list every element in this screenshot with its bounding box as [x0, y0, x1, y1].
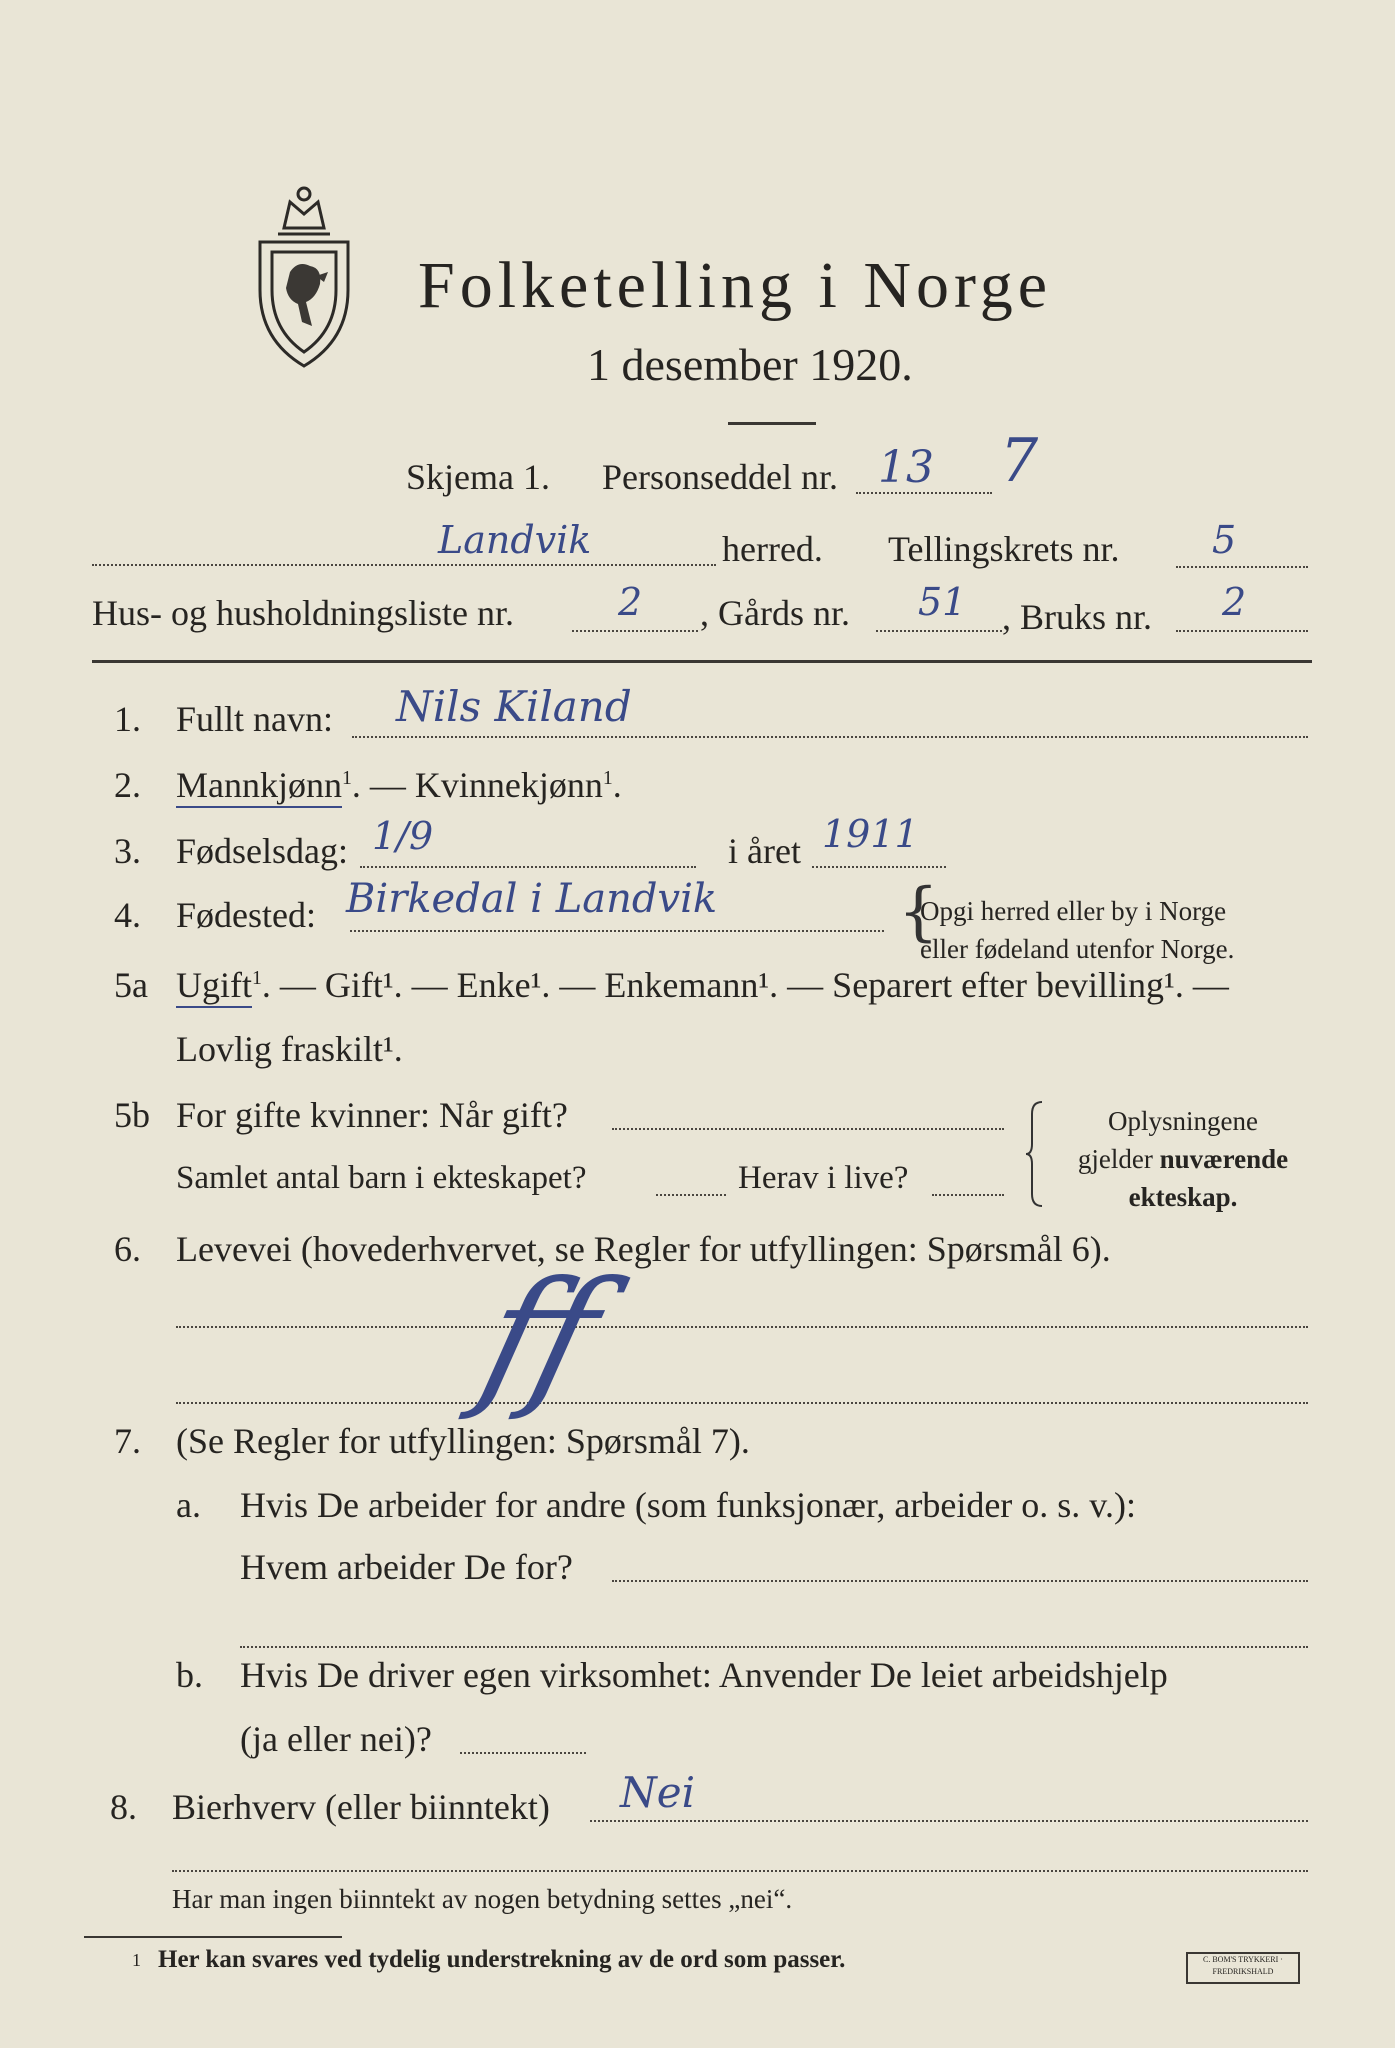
husliste-label: Hus- og husholdningsliste nr. — [92, 593, 515, 633]
husliste-value: 2 — [618, 580, 643, 624]
bruks-line — [1176, 630, 1308, 632]
birthplace-note-2: eller fødeland utenfor Norge. — [920, 934, 1235, 964]
marital-line2: Lovlig fraskilt¹. — [176, 1029, 403, 1069]
birthplace-line — [350, 930, 884, 932]
q5b-number: 5b — [114, 1095, 150, 1135]
birth-year-value: 1911 — [822, 812, 919, 856]
marriage-note — [1052, 1102, 1314, 1216]
sex-male: Mannkjønn — [176, 765, 342, 808]
q7a-text: Hvis De arbeider for andre (som funksjonær, arbeider o. s. v.): — [240, 1485, 1136, 1525]
q4-number: 4. — [114, 895, 141, 935]
marriage-note-3: ekteskap. — [1128, 1182, 1238, 1212]
when-married-line — [612, 1128, 1004, 1130]
coat-of-arms-icon — [250, 180, 358, 370]
q3-year-label: i året — [728, 831, 801, 871]
side-income-value: Nei — [620, 1768, 696, 1817]
birthplace-note — [920, 892, 1234, 968]
gards-line — [876, 630, 1002, 632]
birthday-value: 1/9 — [372, 814, 434, 858]
side-income-line — [590, 1820, 1308, 1822]
marriage-note-1: Oplysningene — [1108, 1106, 1258, 1136]
q7-label: (Se Regler for utfyllingen: Spørsmål 7). — [176, 1421, 750, 1461]
full-name-value: Nils Kiland — [396, 682, 632, 731]
herred-line — [92, 564, 716, 566]
employer-line-2 — [240, 1646, 1308, 1648]
birth-year-line — [812, 866, 946, 868]
herred-value: Landvik — [438, 518, 592, 562]
q5b-label-3: Herav i live? — [738, 1160, 909, 1196]
header-divider — [92, 660, 1312, 663]
q7b-text: Hvis De driver egen virksomhet: Anvender De leiet arbeidshjelp — [240, 1655, 1168, 1695]
q7b-label: (ja eller nei)? — [240, 1719, 432, 1759]
children-line — [656, 1194, 726, 1196]
tellingskrets-value: 5 — [1212, 518, 1237, 562]
marital-rest: . — Gift¹. — Enke¹. — Enkemann¹. — Separert efter bevilling¹. — — [261, 965, 1229, 1005]
gards-value: 51 — [918, 580, 967, 624]
footnote-text: Her kan svares ved tydelig understrekning av de ord som passer. — [158, 1946, 846, 1973]
q7-number: 7. — [114, 1421, 141, 1461]
gards-label: , Gårds nr. — [700, 593, 850, 633]
footnote-mark: 1 — [132, 1950, 141, 1970]
sex-separator: . — — [351, 765, 415, 805]
birthplace-value: Birkedal i Landvik — [346, 876, 718, 922]
hired-help-line — [460, 1752, 586, 1754]
side-income-line-2 — [172, 1870, 1308, 1872]
footnote-divider — [84, 1936, 342, 1938]
occupation-value: ff — [466, 1250, 616, 1424]
printer-stamp: C. BOM'S TRYKKERI · FREDRIKSHALD — [1186, 1952, 1300, 1984]
personseddel-value: 13 — [878, 442, 934, 493]
sex-end: . — [612, 765, 622, 805]
q5b-label-1: For gifte kvinner: Når gift? — [176, 1095, 568, 1135]
tellingskrets-label: Tellingskrets nr. — [888, 529, 1120, 569]
q5b-label-2: Samlet antal barn i ekteskapet? — [176, 1160, 587, 1196]
q1-line — [352, 736, 1308, 738]
marital-options: Ugift$^1$. — Gift¹. — Enke¹. — Enkemann¹. — Separert efter bevilling¹. — — [176, 964, 1229, 1006]
page-title: Folketelling i Norge — [418, 249, 1053, 322]
census-date: 1 desember 1920. — [587, 339, 913, 390]
q5a-number: 5a — [114, 965, 148, 1005]
bruks-label: , Bruks nr. — [1002, 597, 1153, 637]
q8-number: 8. — [110, 1787, 137, 1827]
q3-label: Fødselsdag: — [176, 831, 349, 871]
sex-options: Mannkjønn$^1$. — Kvinnekjønn$^1$. — [176, 764, 622, 806]
q4-label: Fødested: — [176, 895, 316, 935]
side-income-note: Har man ingen biinntekt av nogen betydning settes „nei“. — [172, 1884, 793, 1914]
employer-line-1 — [612, 1580, 1308, 1582]
occupation-line-2 — [176, 1402, 1308, 1404]
alive-line — [932, 1194, 1004, 1196]
marital-ugift: Ugift — [176, 965, 252, 1008]
tellingskrets-line — [1176, 566, 1308, 568]
q7b-letter: b. — [176, 1655, 203, 1695]
q7a-letter: a. — [176, 1485, 201, 1525]
q1-label: Fullt navn: — [176, 699, 334, 739]
q2-number: 2. — [114, 765, 141, 805]
q1-number: 1. — [114, 699, 141, 739]
marriage-note-brace — [1024, 1100, 1046, 1208]
q7a-label: Hvem arbeider De for? — [240, 1547, 573, 1587]
birthplace-brace: { — [898, 875, 939, 949]
herred-label: herred. — [722, 529, 823, 569]
q6-label: Levevei (hovederhvervet, se Regler for utfyllingen: Spørsmål 6). — [176, 1229, 1111, 1269]
personseddel-extra: 7 — [1000, 426, 1039, 496]
q8-label: Bierhverv (eller biinntekt) — [172, 1787, 550, 1827]
title-divider — [728, 422, 816, 425]
sex-female: Kvinnekjønn — [414, 765, 603, 805]
q6-number: 6. — [114, 1229, 141, 1269]
marriage-note-2b: nuværende — [1159, 1144, 1289, 1174]
marriage-note-2 — [1052, 1140, 1314, 1178]
birthday-line — [360, 866, 696, 868]
q3-number: 3. — [114, 831, 141, 871]
bruks-value: 2 — [1222, 580, 1247, 624]
personseddel-label: Personseddel nr. — [602, 457, 838, 497]
birthplace-note-1: Opgi herred eller by i Norge — [920, 896, 1227, 926]
marriage-note-2a: gjelder — [1077, 1144, 1160, 1174]
occupation-line-1 — [176, 1326, 1308, 1328]
skjema-label: Skjema 1. — [406, 457, 550, 497]
husliste-line — [572, 630, 698, 632]
